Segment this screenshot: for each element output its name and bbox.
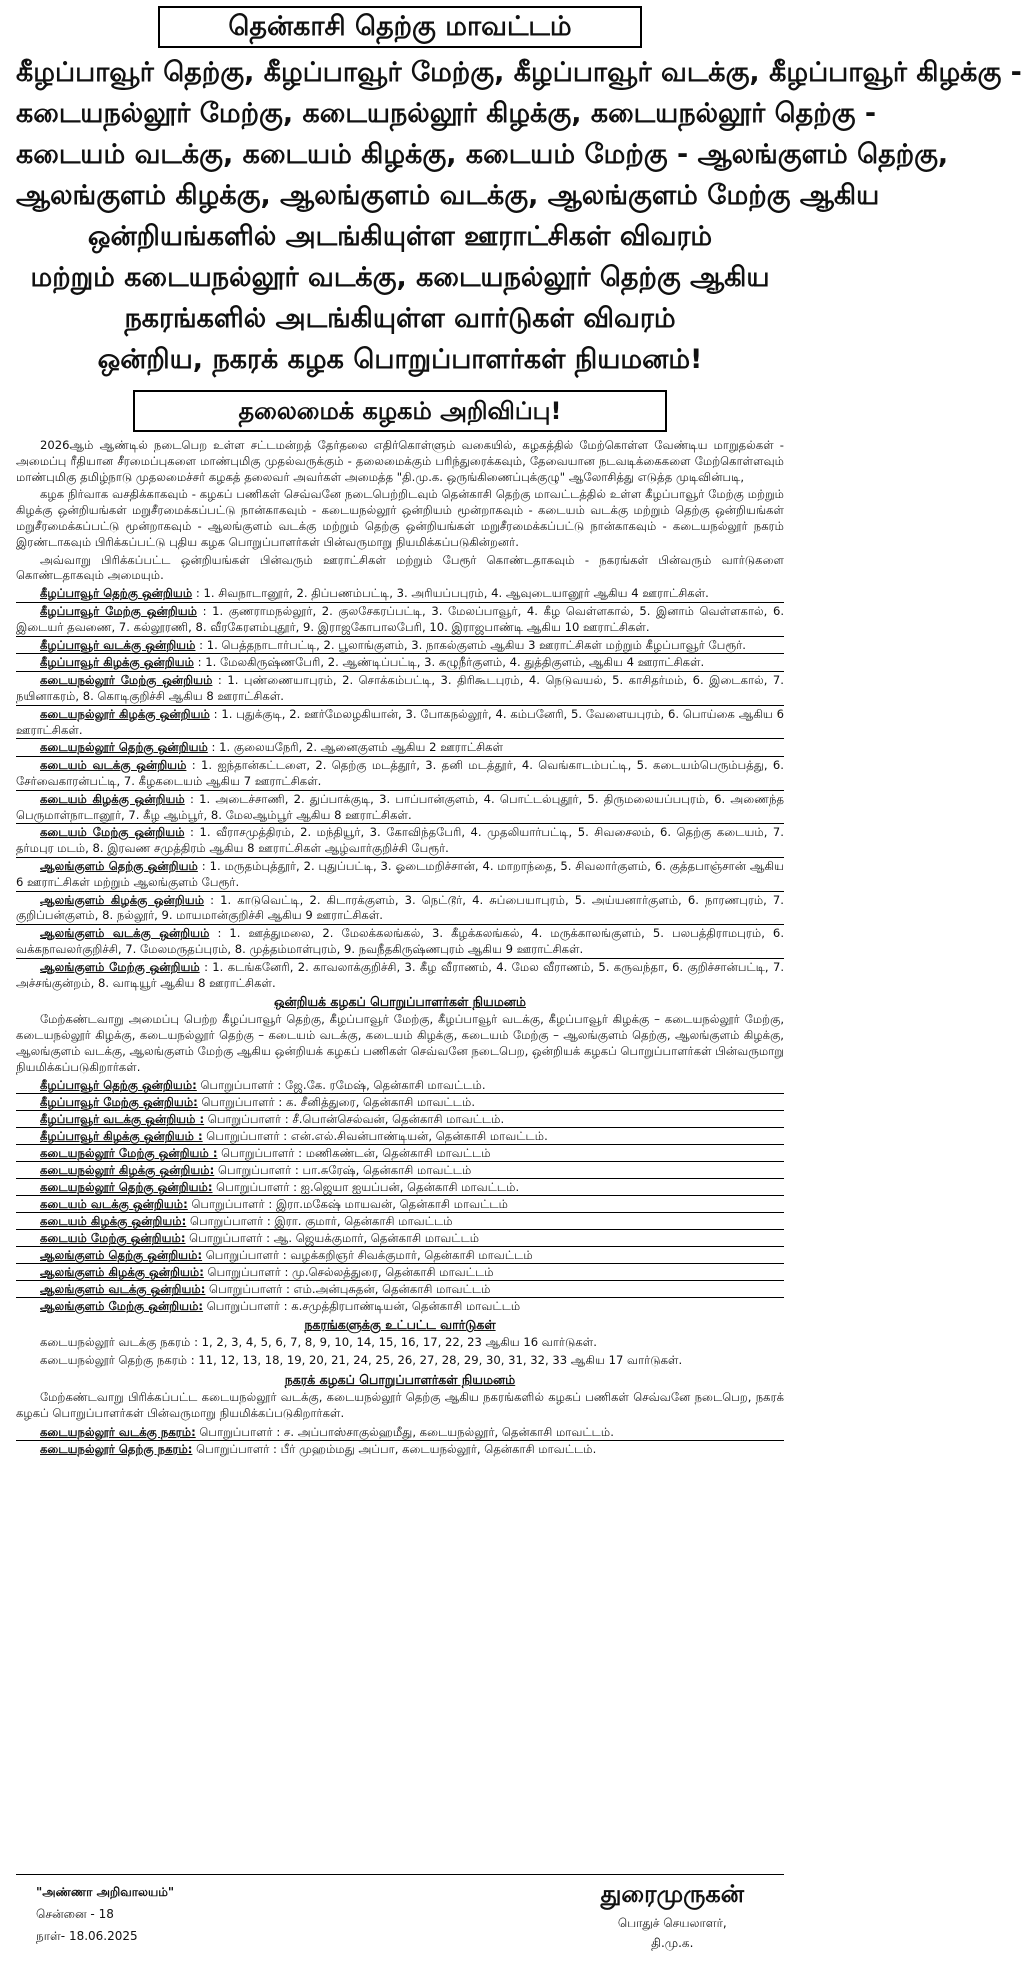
appointment-holder: பொறுப்பாளர் : பீர் முஹம்மது அப்பா, கடையநல்லூர், தென்காசி மாவட்டம். xyxy=(192,1441,597,1456)
appointment-holder: பொறுப்பாளர் : எம்.அன்புசுதன், தென்காசி மாவட்டம் xyxy=(205,1282,491,1297)
union-list xyxy=(16,586,784,991)
union-villages: : 1. பெத்தநாடார்பட்டி, 2. பூலாங்குளம், 3. நாகல்குளம் ஆகிய 3 ஊராட்சிகள் மற்றும் கீழப்பாவூர் பேரூர். xyxy=(195,637,746,652)
union-villages: : 1. புதுக்குடி, 2. ஊர்மேலழகியான், 3. போகநல்லூர், 4. கம்பனேரி, 5. வேளையபுரம், 6. பொய்கை ஆகிய 6 ஊராட்சிகள். xyxy=(16,706,784,737)
union-item xyxy=(16,823,784,857)
footer-place: "அண்ணா அறிவாலயம்" xyxy=(36,1885,175,1899)
appointment-row xyxy=(16,1263,784,1280)
footer-city: சென்னை - 18 xyxy=(36,1907,114,1921)
union-villages: : 1. ஊத்துமலை, 2. மேலக்கலங்கல், 3. கீழக்கலங்கல், 4. மருக்காலங்குளம், 5. பலபத்திராமபுரம், 6. வக்கநாவலர்குறிச்சி, 7. மேலமருதப்புரம், 8. முத்தம்மாள்புரம், 9. நவநீதகிருஷ்ணபுரம் ஆகிய 9 ஊராட்சிகள். xyxy=(16,926,784,956)
union-villages: : 1. குலையநேரி, 2. ஆனைகுளம் ஆகிய 2 ஊராட்சிகள் xyxy=(207,740,504,755)
union-item xyxy=(16,653,784,671)
union-item xyxy=(16,958,784,992)
signatory-role: பொதுச் செயலாளர், xyxy=(617,1916,727,1930)
union-name: ஆலங்குளம் வடக்கு ஒன்றியம் xyxy=(40,926,210,941)
appointment-row xyxy=(16,1212,784,1229)
union-item xyxy=(16,705,784,739)
union-name: கடையம் வடக்கு ஒன்றியம் xyxy=(40,758,187,773)
announcement-title: தலைமைக் கழகம் அறிவிப்பு! xyxy=(133,390,667,432)
appointment-unit: கடையநல்லூர் தெற்கு ஒன்றியம்: xyxy=(40,1180,213,1195)
intro-paragraph: கழக நிர்வாக வசதிக்காகவும் - கழகப் பணிகள் செவ்வனே நடைபெற்றிடவும் தென்காசி தெற்கு மாவட்டத்தில் உள்ள கீழப்பாவூர் மேற்கு மற்றும் கிழக்கு ஒன்றியங்கள் மறுசீரமைக்கப்பட்டு நான்காகவும் - கடையநல்லூர் ஒன்றியம் மூன்றாகவும் - கடையம் வடக்கு மற்றும் தெற்கு ஒன்றியங்கள் மறுசீரமைக்கப்பட்டு மூன்றாகவும் - ஆலங்குளம் வடக்கு மற்றும் தெற்கு ஒன்றியங்கள் மறுசீரமைக்கப்பட்டு நான்காகவும் - கடையநல்லூர் நகரம் இரண்டாகவும் பிரிக்கப்பட்டு புதிய கழக பொறுப்பாளர்கள் பின்வருமாறு நியமிக்கப்படுகின்றனர். xyxy=(16,487,784,549)
union-item xyxy=(16,636,784,654)
appointment-holder: பொறுப்பாளர் : ஐ.ஜெயா ஐயப்பன், தென்காசி மாவட்டம். xyxy=(212,1180,520,1195)
section-heading: நகரங்களுக்கு உட்பட்ட வார்டுகள் xyxy=(304,1317,496,1333)
union-villages: : 1. அடைச்சாணி, 2. துப்பாக்குடி, 3. பாப்பான்குளம், 4. பொட்டல்புதூர், 5. திருமலையப்பபுரம், 6. அணைந்த பெருமாள்நாடானூர், 7. கீழ ஆம்பூர், 8. மேலஆம்பூர் ஆகிய 8 ஊராட்சிகள். xyxy=(16,791,784,822)
appointment-unit: கடையநல்லூர் மேற்கு ஒன்றியம் : xyxy=(40,1146,218,1161)
union-name: கடையம் மேற்கு ஒன்றியம் xyxy=(40,825,185,840)
appointment-unit: கடையநல்லூர் வடக்கு நகரம்: xyxy=(40,1424,196,1439)
appointment-unit: கீழப்பாவூர் தெற்கு ஒன்றியம்: xyxy=(40,1078,197,1093)
union-name: கீழப்பாவூர் மேற்கு ஒன்றியம் xyxy=(40,603,197,618)
headline-line: கடையநல்லூர் மேற்கு, கடையநல்லூர் கிழக்கு, கடையநல்லூர் தெற்கு - xyxy=(16,98,877,129)
union-name: கீழப்பாவூர் வடக்கு ஒன்றியம் xyxy=(40,637,196,652)
appointment-holder: பொறுப்பாளர் : க. சீனித்துரை, தென்காசி மாவட்டம். xyxy=(197,1095,476,1110)
appointment-holder: பொறுப்பாளர் : ஜே.கே. ரமேஷ், தென்காசி மாவட்டம். xyxy=(196,1078,486,1093)
appointment-row xyxy=(16,1077,784,1093)
appointment-holder: பொறுப்பாளர் : ச. அப்பாஸ்சாகுல்ஹமீது, கடையநல்லூர், தென்காசி மாவட்டம். xyxy=(195,1424,614,1439)
union-appointments xyxy=(16,1077,784,1314)
appointment-unit: ஆலங்குளம் வடக்கு ஒன்றியம்: xyxy=(40,1282,206,1297)
union-name: கடையநல்லூர் கிழக்கு ஒன்றியம் xyxy=(40,706,210,721)
appointment-row xyxy=(16,1297,784,1314)
headline-line: மற்றும் கடையநல்லூர் வடக்கு, கடையநல்லூர் தெற்கு ஆகிய xyxy=(30,262,770,293)
appointment-holder: பொறுப்பாளர் : என்.எல்.சிவன்பாண்டியன், தென்காசி மாவட்டம். xyxy=(202,1129,548,1144)
appointment-holder: பொறுப்பாளர் : சீ.பொன்செல்வன், தென்காசி மாவட்டம். xyxy=(204,1112,505,1127)
union-villages: : 1. மருதம்புத்தூர், 2. புதுப்பட்டி, 3. ஓடைமறிச்சான், 4. மாறாந்தை, 5. சிவலார்குளம், 6. குத்தபாஞ்சான் ஆகிய 6 ஊராட்சிகள் மற்றும் ஆலங்குளம் பேரூர். xyxy=(16,858,784,889)
union-name: ஆலங்குளம் தெற்கு ஒன்றியம் xyxy=(40,858,198,873)
union-item xyxy=(16,671,784,705)
appointment-row xyxy=(16,1246,784,1263)
union-item xyxy=(16,586,784,602)
appointment-unit: ஆலங்குளம் தெற்கு ஒன்றியம்: xyxy=(40,1248,203,1263)
union-name: கீழப்பாவூர் கிழக்கு ஒன்றியம் xyxy=(40,655,194,670)
union-item xyxy=(16,891,784,925)
appointment-row xyxy=(16,1424,784,1440)
headline-line: ஒன்றிய, நகரக் கழக பொறுப்பாளர்கள் நியமனம்! xyxy=(97,344,703,375)
union-name: கடையம் கிழக்கு ஒன்றியம் xyxy=(40,791,185,806)
section-intro: மேற்கண்டவாறு பிரிக்கப்பட்ட கடையநல்லூர் வடக்கு, கடையநல்லூர் தெற்கு ஆகிய நகரங்களில் கழகப் பணிகள் செவ்வனே நடைபெற, நகரக் கழகப் பொறுப்பாளர்கள் பின்வருமாறு நியமிக்கப்படுகிறார்கள். xyxy=(16,1390,784,1420)
appointment-row xyxy=(16,1110,784,1127)
union-villages: : 1. மேலகிருஷ்ணபேரி, 2. ஆண்டிப்பட்டி, 3. கழுநீர்குளம், 4. துத்திகுளம், ஆகிய 4 ஊராட்சிகள். xyxy=(193,655,705,670)
appointment-row xyxy=(16,1195,784,1212)
appointment-holder: பொறுப்பாளர் : ஆ. ஜெயக்குமார், தென்காசி மாவட்டம் xyxy=(185,1231,480,1246)
section-intro: மேற்கண்டவாறு அமைப்பு பெற்ற கீழப்பாவூர் தெற்கு, கீழப்பாவூர் மேற்கு, கீழப்பாவூர் வடக்கு, கீழப்பாவூர் கிழக்கு – கடையநல்லூர் மேற்கு, கடையநல்லூர் கிழக்கு, கடையநல்லூர் தெற்கு – கடையம் வடக்கு, கடையம் கிழக்கு, கடையம் மேற்கு – ஆலங்குளம் தெற்கு, ஆலங்குளம் கிழக்கு, ஆலங்குளம் வடக்கு, ஆலங்குளம் மேற்கு ஆகிய ஒன்றியக் கழகப் பணிகள் செவ்வனே நடைபெற, ஒன்றியக் கழகப் பொறுப்பாளர்கள் பின்வருமாறு நியமிக்கப்படுகிறார்கள். xyxy=(16,1012,785,1074)
appointment-holder: பொறுப்பாளர் : பா.சுரேஷ், தென்காசி மாவட்டம் xyxy=(214,1163,472,1178)
union-villages: : 1. சிவநாடானூர், 2. திப்பணம்பட்டி, 3. அரியப்பபுரம், 4. ஆவுடையானூர் ஆகிய 4 ஊராட்சிகள். xyxy=(192,586,709,601)
appointment-unit: கடையம் மேற்கு ஒன்றியம்: xyxy=(40,1231,186,1246)
ward-line: கடையநல்லூர் வடக்கு நகரம் : 1, 2, 3, 4, 5, 6, 7, 8, 9, 10, 14, 15, 16, 17, 22, 23 ஆகிய 16 வார்டுகள். xyxy=(40,1335,597,1350)
union-item xyxy=(16,602,784,636)
headline-line: ஒன்றியங்களில் அடங்கியுள்ள ஊராட்சிகள் விவரம் xyxy=(87,221,713,252)
signatory-name: துரைமுருகன் xyxy=(600,1880,744,1908)
headline-line: ஆலங்குளம் கிழக்கு, ஆலங்குளம் வடக்கு, ஆலங்குளம் மேற்கு ஆகிய xyxy=(16,180,880,211)
union-villages: : 1. கடங்கனேரி, 2. காவலாக்குறிச்சி, 3. கீழ வீராணம், 4. மேல வீராணம், 5. கருவந்தா, 6. குறிச்சான்பட்டி, 7. அச்சங்குன்றம், 8. வாடியூர் ஆகிய 8 ஊராட்சிகள். xyxy=(16,959,785,990)
headline-line: கீழப்பாவூர் தெற்கு, கீழப்பாவூர் மேற்கு, கீழப்பாவூர் வடக்கு, கீழப்பாவூர் கிழக்கு - xyxy=(16,57,1022,88)
union-villages: : 1. காடுவெட்டி, 2. கிடாரக்குளம், 3. நெட்டூர், 4. சுப்பையாபுரம், 5. அய்யனார்குளம், 6. நாரணபுரம், 7. குறிப்பன்குளம், 8. நல்லூர், 9. மாயமான்குறிச்சி ஆகிய 9 ஊராட்சிகள். xyxy=(16,892,784,923)
appointment-row xyxy=(16,1161,784,1178)
union-item xyxy=(16,924,784,958)
appointment-unit: ஆலங்குளம் கிழக்கு ஒன்றியம்: xyxy=(40,1265,204,1280)
union-name: கடையநல்லூர் தெற்கு ஒன்றியம் xyxy=(40,740,208,755)
union-item xyxy=(16,857,784,891)
section-heading: ஒன்றியக் கழகப் பொறுப்பாளர்கள் நியமனம் xyxy=(273,994,526,1010)
headline xyxy=(16,52,1022,380)
intro-paragraph: 2026ஆம் ஆண்டில் நடைபெற உள்ள சட்டமன்றத் தேர்தலை எதிர்கொள்ளும் வகையில், கழகத்தில் மேற்கொள்ள வேண்டிய மாறுதல்கள் - அமைப்பு ரீதியான சீரமைப்புகளை மாண்புமிகு முதல்வருக்கும் - தலைமைக்கும் பரிந்துரைக்கவும், தேவையான நடவடிக்கைகளை மேற்கொள்ளவும் மாண்புமிகு தமிழ்நாடு முதலமைச்சர் கழகத் தலைவர் அவர்கள் அமைத்த "தி.மு.க. ஒருங்கிணைப்புக்குழு" ஆலோசித்து எடுத்த முடிவின்படி, xyxy=(16,438,784,484)
union-name: ஆலங்குளம் கிழக்கு ஒன்றியம் xyxy=(40,892,205,907)
town-appointments xyxy=(16,1424,784,1457)
union-villages: : 1. ஐந்தான்கட்டளை, 2. தெற்கு மடத்தூர், 3. தனி மடத்தூர், 4. வெங்காடம்பட்டி, 5. கடையம்பெரும்பத்து, 6. சேர்வைகாரன்பட்டி, 7. கீழகடையம் ஆகிய 7 ஊராட்சிகள். xyxy=(16,758,784,788)
district-title: தென்காசி தெற்கு மாவட்டம் xyxy=(158,6,642,48)
footer-date: நாள்- 18.06.2025 xyxy=(36,1929,138,1943)
footer-signature xyxy=(601,1875,744,1953)
appointment-unit: கடையநல்லூர் கிழக்கு ஒன்றியம்: xyxy=(40,1163,215,1178)
appointment-unit: கீழப்பாவூர் மேற்கு ஒன்றியம்: xyxy=(40,1095,198,1110)
appointment-holder: பொறுப்பாளர் : மு.செல்லத்துரை, தென்காசி மாவட்டம் xyxy=(203,1265,494,1280)
appointment-row xyxy=(16,1229,784,1246)
union-villages: : 1. புண்ணையாபுரம், 2. சொக்கம்பட்டி, 3. திரிகூடபுரம், 4. நெடுவயல், 5. காசிதர்மம், 6. இடைகால், 7. நயினாகரம், 8. கொடிகுறிச்சி ஆகிய 8 ஊராட்சிகள். xyxy=(16,673,784,703)
section-heading: நகரக் கழகப் பொறுப்பாளர்கள் நியமனம் xyxy=(284,1372,516,1388)
appointment-holder: பொறுப்பாளர் : இரா.மகேஷ் மாயவன், தென்காசி மாவட்டம் xyxy=(187,1197,508,1212)
appointment-row xyxy=(16,1280,784,1297)
appointment-row xyxy=(16,1127,784,1144)
appointment-row xyxy=(16,1093,784,1110)
headline-line: நகரங்களில் அடங்கியுள்ள வார்டுகள் விவரம் xyxy=(124,303,676,334)
appointment-unit: கடையநல்லூர் தெற்கு நகரம்: xyxy=(40,1441,193,1456)
appointment-holder: பொறுப்பாளர் : மணிகண்டன், தென்காசி மாவட்டம் xyxy=(217,1146,491,1161)
appointment-unit: ஆலங்குளம் மேற்கு ஒன்றியம்: xyxy=(40,1299,204,1314)
headline-line: கடையம் வடக்கு, கடையம் கிழக்கு, கடையம் மேற்கு - ஆலங்குளம் தெற்கு, xyxy=(16,139,949,170)
appointment-unit: கீழப்பாவூர் வடக்கு ஒன்றியம் : xyxy=(40,1112,205,1127)
union-villages: : 1. வீராசமுத்திரம், 2. மந்தியூர், 3. கோவிந்தபேரி, 4. முதலியார்பட்டி, 5. சிவசைலம், 6. தெற்கு கடையம், 7. தர்மபுர மடம், 8. இரவண சமுத்திரம் ஆகிய 8 ஊராட்சிகள் ஆழ்வார்குறிச்சி பேரூர். xyxy=(16,825,784,856)
intro-paragraph: அவ்வாறு பிரிக்கப்பட்ட ஒன்றியங்கள் பின்வரும் ஊராட்சிகள் மற்றும் பேரூர் கொண்டதாகவும் - நகரங்கள் பின்வரும் வார்டுகளை கொண்டதாகவும் அமையும். xyxy=(16,552,784,583)
union-name: கடையநல்லூர் மேற்கு ஒன்றியம் xyxy=(40,673,213,688)
appointment-row xyxy=(16,1440,784,1457)
footer xyxy=(16,1874,784,1967)
ward-line: கடையநல்லூர் தெற்கு நகரம் : 11, 12, 13, 18, 19, 20, 21, 24, 25, 26, 27, 28, 29, 30, 31, 32, 33 ஆகிய 17 வார்டுகள். xyxy=(40,1353,683,1368)
union-item xyxy=(16,756,784,790)
appointment-holder: பொறுப்பாளர் : வழக்கறிஞர் சிவக்குமார், தென்காசி மாவட்டம் xyxy=(202,1248,533,1263)
footer-origin xyxy=(36,1881,174,1947)
appointment-unit: கடையம் கிழக்கு ஒன்றியம்: xyxy=(40,1214,187,1229)
appointment-row xyxy=(16,1178,784,1195)
appointment-holder: பொறுப்பாளர் : க.சமுத்திரபாண்டியன், தென்காசி மாவட்டம் xyxy=(203,1299,521,1314)
union-item xyxy=(16,738,784,756)
union-villages: : 1. குணராமநல்லூர், 2. குலசேகரப்பட்டி, 3. மேலப்பாவூர், 4. கீழ வெள்ளகால், 5. இனாம் வெள்ளகால், 6. இடையர் தவணை, 7. கல்லூரணி, 8. வீரகேரளம்புதூர், 9. இராஜகோபாலபேரி, 10. இராஜபாண்டி ஆகிய 10 ஊராட்சிகள். xyxy=(16,603,785,634)
appointment-row xyxy=(16,1144,784,1161)
appointment-unit: கீழப்பாவூர் கிழக்கு ஒன்றியம் : xyxy=(40,1129,203,1144)
signatory-party: தி.மு.க. xyxy=(651,1936,694,1950)
union-name: கீழப்பாவூர் தெற்கு ஒன்றியம் xyxy=(40,586,193,601)
union-item xyxy=(16,790,784,824)
union-name: ஆலங்குளம் மேற்கு ஒன்றியம் xyxy=(40,959,200,974)
appointment-unit: கடையம் வடக்கு ஒன்றியம்: xyxy=(40,1197,188,1212)
appointment-holder: பொறுப்பாளர் : இரா. குமார், தென்காசி மாவட்டம் xyxy=(186,1214,453,1229)
